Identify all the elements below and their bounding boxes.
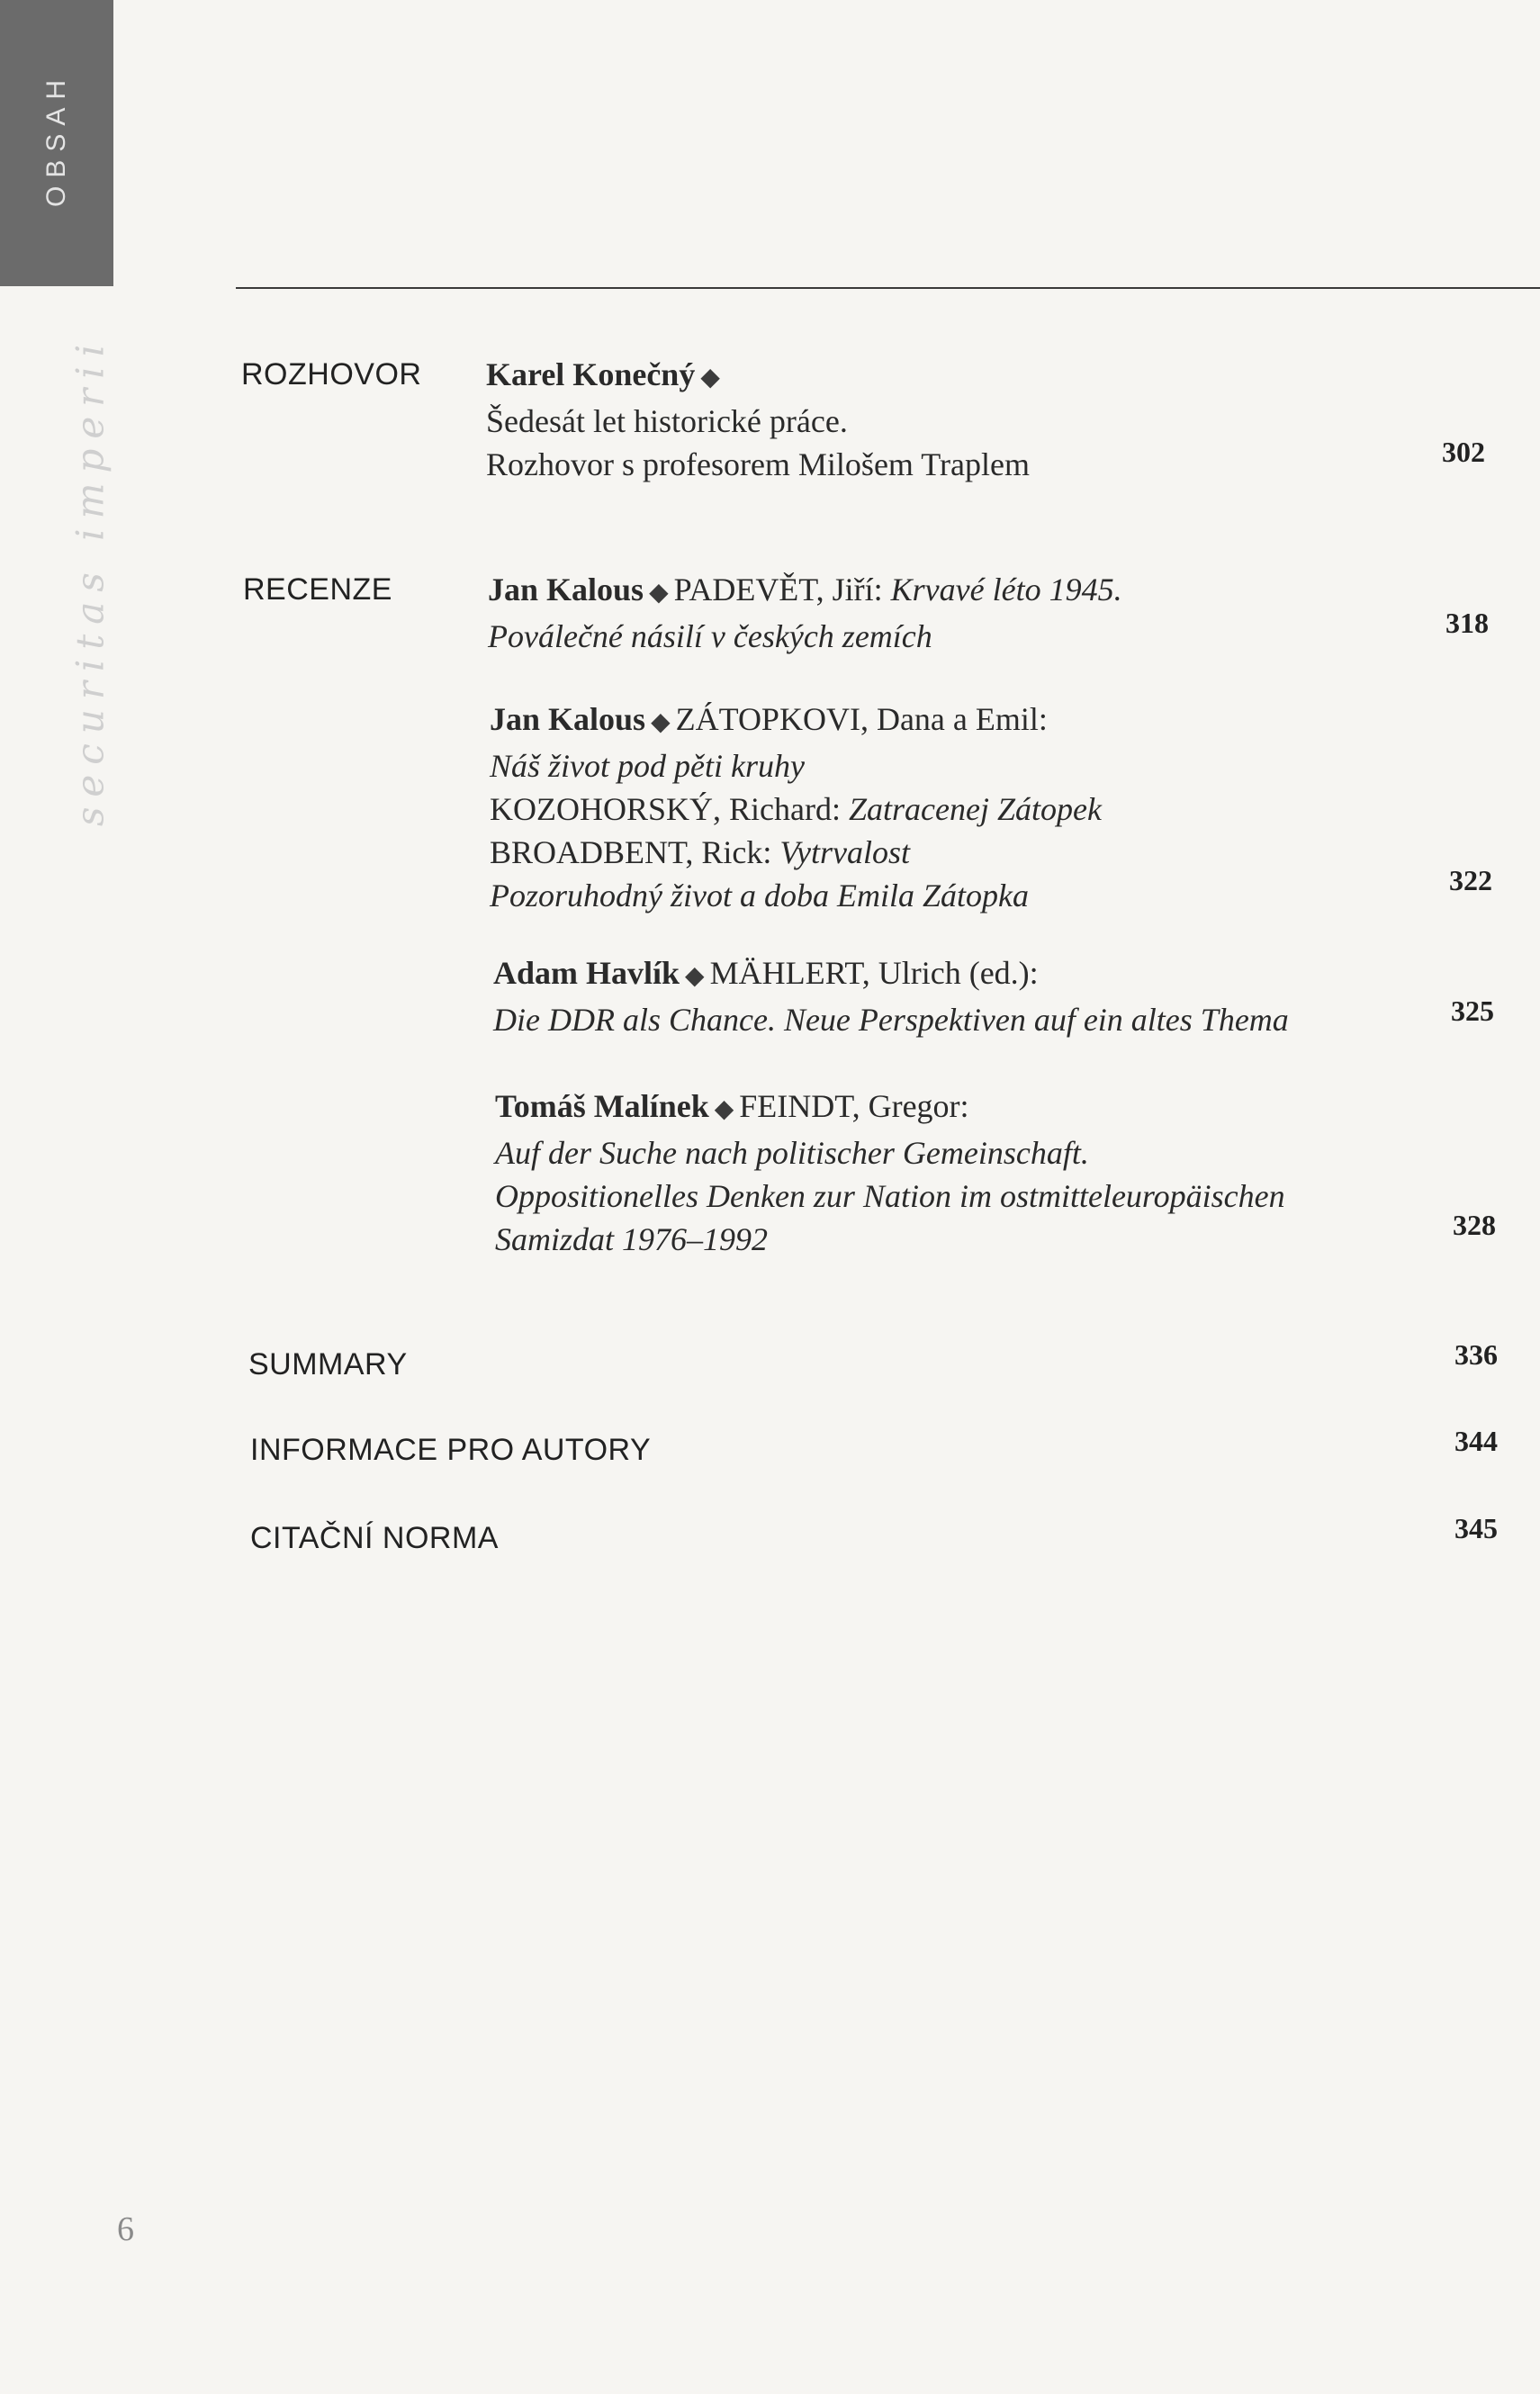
page-number: 322 bbox=[1449, 864, 1492, 896]
top-rule bbox=[236, 287, 1540, 289]
page-number: 302 bbox=[1442, 436, 1485, 468]
entry-title-line: Rozhovor s profesorem Milošem Traplem bbox=[486, 446, 1030, 482]
entry-book-author: FEINDT, Gregor: bbox=[739, 1088, 969, 1124]
diamond-icon: ◆ bbox=[649, 579, 669, 607]
section-label-informace[interactable]: INFORMACE PRO AUTORY bbox=[250, 1433, 652, 1467]
entry-book-title: Samizdat 1976–1992 bbox=[495, 1221, 769, 1257]
diamond-icon: ◆ bbox=[700, 364, 720, 392]
side-tab bbox=[0, 0, 113, 286]
diamond-icon: ◆ bbox=[714, 1095, 734, 1123]
entry-title-line: Šedesát let historické práce. bbox=[486, 403, 848, 439]
entry-book-title: Poválečné násilí v českých zemích bbox=[488, 618, 932, 654]
toc-entry-review[interactable] bbox=[488, 568, 1478, 658]
toc-entry-review[interactable] bbox=[495, 1084, 1485, 1261]
entry-book-author: ZÁTOPKOVI, Dana a Emil: bbox=[675, 701, 1048, 737]
section-label-rozhovor: ROZHOVOR bbox=[241, 357, 422, 392]
entry-book-author: BROADBENT, Rick: bbox=[490, 834, 780, 870]
section-label-recenze: RECENZE bbox=[243, 572, 392, 607]
entry-book-title: Krvavé léto 1945. bbox=[890, 572, 1122, 608]
entry-book-author: PADEVĚT, Jiří: bbox=[673, 572, 891, 608]
entry-author: Jan Kalous bbox=[488, 572, 644, 608]
entry-book-title: Zatracenej Zátopek bbox=[848, 791, 1102, 827]
entry-book-title: Oppositionelles Denken zur Nation im ostmitteleuropäischen bbox=[495, 1178, 1285, 1214]
toc-entry-review[interactable] bbox=[490, 698, 1480, 917]
section-label-summary[interactable]: SUMMARY bbox=[248, 1347, 408, 1382]
side-tab-label: OBSAH bbox=[41, 71, 71, 208]
entry-author: Jan Kalous bbox=[490, 701, 646, 737]
entry-book-title: Náš život pod pěti kruhy bbox=[490, 748, 805, 784]
entry-book-title: Pozoruhodný život a doba Emila Zátopka bbox=[490, 878, 1029, 914]
toc-entry-review[interactable] bbox=[493, 951, 1483, 1041]
page-number: 325 bbox=[1451, 994, 1494, 1027]
page-number: 328 bbox=[1453, 1209, 1496, 1241]
entry-author: Adam Havlík bbox=[493, 955, 680, 991]
diamond-icon: ◆ bbox=[651, 708, 671, 736]
entry-book-title: Die DDR als Chance. Neue Perspektiven auf ein altes Thema bbox=[493, 1002, 1289, 1038]
entry-book-author: KOZOHORSKÝ, Richard: bbox=[490, 791, 849, 827]
section-label-citacni-norma[interactable]: CITAČNÍ NORMA bbox=[250, 1521, 499, 1555]
entry-book-title: Vytrvalost bbox=[779, 834, 911, 870]
page-number: 336 bbox=[1454, 1338, 1498, 1371]
page-number: 318 bbox=[1445, 607, 1489, 639]
entry-author: Tomáš Malínek bbox=[495, 1088, 709, 1124]
folio-page-number: 6 bbox=[117, 2210, 134, 2248]
diamond-icon: ◆ bbox=[685, 962, 705, 990]
journal-name: securitas imperii bbox=[68, 334, 113, 827]
entry-book-title: Auf der Suche nach politischer Gemeinschaft. bbox=[495, 1135, 1089, 1171]
page-number: 344 bbox=[1454, 1425, 1498, 1457]
entry-author: Karel Konečný bbox=[486, 356, 696, 392]
entry-book-author: MÄHLERT, Ulrich (ed.): bbox=[709, 955, 1039, 991]
page-number: 345 bbox=[1454, 1512, 1498, 1544]
toc-entry-interview[interactable] bbox=[486, 353, 1476, 486]
